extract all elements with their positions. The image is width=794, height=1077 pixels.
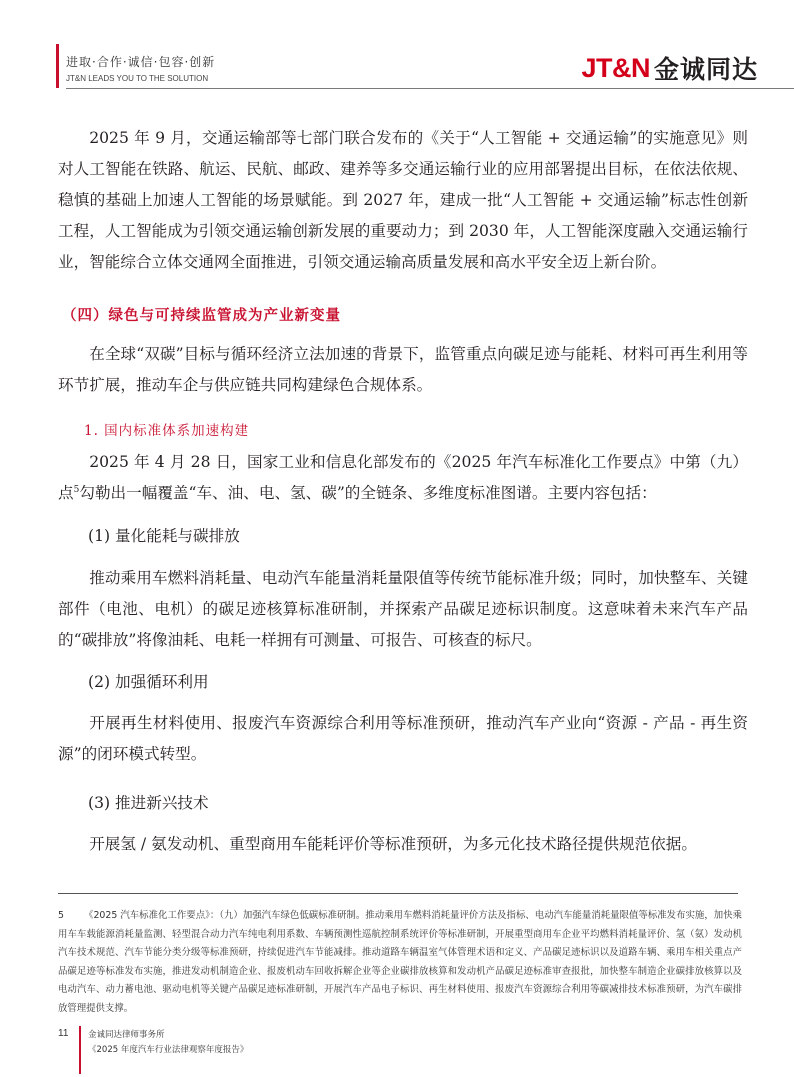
footnote: [58, 907, 742, 1019]
paragraph-recycling-text: 开展再生材料使用、报废汽车资源综合利用等标准预研，推动汽车产业向“资源 - 产品 - 再生资源”的闭环模式转型。: [58, 714, 748, 763]
para3-after: 勾勒出一幅覆盖“车、油、电、氢、碳”的全链条、多维度标准图谱。主要内容包括：: [79, 484, 657, 502]
item-heading-recycling: (2) 加强循环利用: [88, 673, 209, 691]
footnote-ref[interactable]: 5: [73, 484, 80, 495]
paragraph-emerging-tech-text: 开展氢 / 氨发动机、重型商用车能耗评价等标准预研，为多元化技术路径提供规范依据。: [89, 835, 697, 853]
firm-logo: [581, 50, 758, 86]
para3-before: 2025 年 4 月 28 日，国家工业和信息化部发布的《2025 年汽车标准化工作要点》中第（九）点: [58, 453, 748, 502]
paragraph-standardization-points: [58, 447, 748, 509]
paragraph-recycling: [58, 708, 748, 770]
header-rule: [66, 88, 794, 89]
footnote-text: 《2025 汽车标准化工作要点》：（九）加强汽车绿色低碳标准研制。推动乘用车燃料消耗量评价方法及指标、电动汽车能量消耗量限值等标准发布实施，加快乘用车车载能源消耗量监测、轻型混合动力汽车纯电利用系数、车辆预测性巡航控制系统评价等标准研制，开展重型商用车企业平均燃料消耗量评价、氢（氨）发动机汽车技术规范、汽车节能分类分级等标准预研，持续促进汽车节能减排。推动道路车辆温室气体管理术语和定义、产品碳足迹标识以及道路车辆、乘用车相关重点产品碳足迹等标准发布实施，推进发动机制造企业、报废机动车回收拆解企业等企业碳排放核算和发动机产品碳足迹标准审查报批，加快整车制造企业碳排放核算以及电动汽车、动力蓄电池、驱动电机等关键产品碳足迹标准研制，开展汽车产品电子标识、再生材料使用、报废汽车资源综合利用等碳减排技术标准预研，为汽车碳排放管理提供支撑。: [58, 910, 742, 1014]
footer-firm-name: 金诚同达律师事务所: [88, 1030, 165, 1040]
logo-zh: 金诚同达: [653, 55, 758, 84]
footer-report-title: 《2025 年度汽车行业法律观察年度报告》: [88, 1045, 249, 1055]
header-motto: 进取·合作·诚信·包容·创新: [66, 55, 216, 69]
paragraph-ai-transport-text: 2025 年 9 月，交通运输部等七部门联合发布的《关于“人工智能 + 交通运输”的实施意见》则对人工智能在铁路、航运、民航、邮政、建养等多交通运输行业的应用部署提出目标，在依法依规、稳慎的基础上加速人工智能的场景赋能。到 2027 年，建成一批“人工智能 + 交通运输”标志性创新工程，人工智能成为引领交通运输创新发展的重要动力；到 2030 年，人工智能深度融入交通运输行业，智能综合立体交通网全面推进，引领交通运输高质量发展和高水平安全迈上新台阶。: [58, 129, 748, 271]
section-heading-green-regulation: （四）绿色与可持续监管成为产业新变量: [62, 307, 341, 324]
footer-accent-bar: [79, 1026, 81, 1074]
subheading-domestic-standards: 1. 国内标准体系加速构建: [84, 423, 250, 439]
paragraph-energy-carbon-text: 推动乘用车燃料消耗量、电动汽车能量消耗量限值等传统节能标准升级；同时，加快整车、关键部件（电池、电机）的碳足迹核算标准研制，并探索产品碳足迹标识制度。这意味着未来汽车产品的“碳排放”将像油耗、电耗一样拥有可测量、可报告、可核查的标尺。: [58, 569, 748, 649]
item-heading-energy-carbon: (1) 量化能耗与碳排放: [88, 527, 240, 545]
item-heading-emerging-tech: (3) 推进新兴技术: [88, 794, 209, 812]
footnote-rule: [58, 893, 738, 894]
header-tagline: JT&N LEADS YOU TO THE SOLUTION: [66, 74, 209, 83]
paragraph-emerging-tech: [58, 829, 748, 860]
logo-en: JT&N: [581, 52, 650, 83]
paragraph-energy-carbon: [58, 563, 748, 656]
page-number: 11: [58, 1028, 69, 1039]
paragraph-ai-transport: [58, 123, 748, 278]
header-accent-bar: [56, 44, 59, 88]
footnote-number: 5: [58, 910, 64, 921]
paragraph-dual-carbon: [58, 339, 748, 401]
paragraph-standardization-text: [58, 447, 748, 509]
paragraph-dual-carbon-text: 在全球“双碳”目标与循环经济立法加速的背景下，监管重点向碳足迹与能耗、材料可再生利用等环节扩展，推动车企与供应链共同构建绿色合规体系。: [58, 345, 748, 394]
